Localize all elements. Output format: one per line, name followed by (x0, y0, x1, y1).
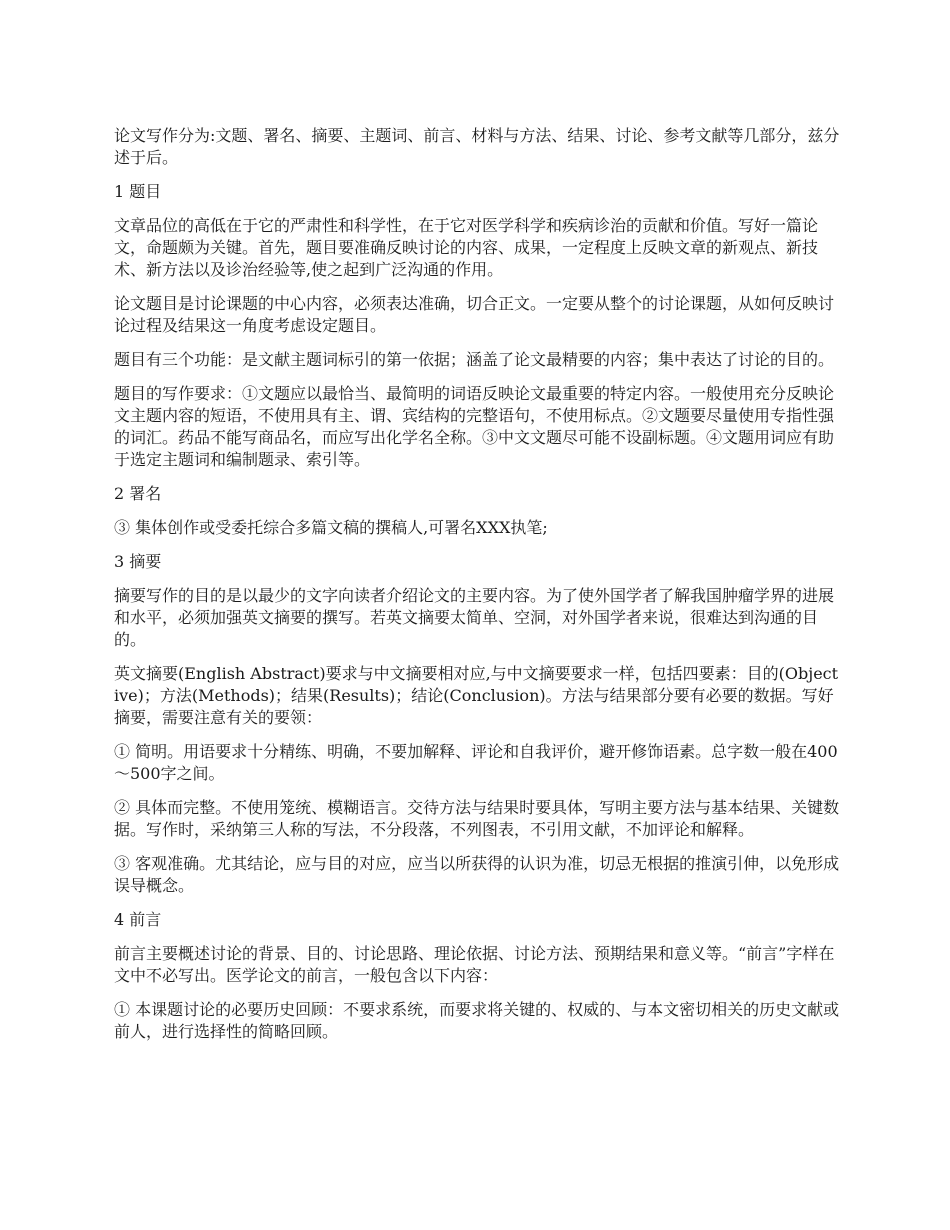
document-body (114, 125, 842, 1055)
section-heading-preface: 4 前言 (114, 910, 162, 929)
section-heading-title: 1 题目 (114, 182, 162, 201)
paragraph: ② 具体而完整。不使用笼统、模糊语言。交待方法与结果时要具体，写明主要方法与基本结果、关键数据。写作时，采纳第三人称的写法，不分段落，不列图表，不引用文献，不加评论和解释。 (114, 798, 840, 839)
section-heading-abstract: 3 摘要 (114, 552, 162, 571)
paragraph: 前言主要概述讨论的背景、目的、讨论思路、理论依据、讨论方法、预期结果和意义等。“前言”字样在文中不必写出。医学论文的前言，一般包含以下内容： (114, 944, 835, 985)
paragraph: 英文摘要(English Abstract)要求与中文摘要相对应,与中文摘要要求一样，包括四要素：目的(Objective)；方法(Methods)；结果(Results)；结论(Conclusion)。方法与结果部分要有必要的数据。写好摘要，需要注意有关的要领： (114, 664, 839, 727)
paragraph: ① 本课题讨论的必要历史回顾：不要求系统，而要求将关键的、权威的、与本文密切相关的历史文献或前人，进行选择性的简略回顾。 (114, 1000, 840, 1041)
paragraph: 题目有三个功能：是文献主题词标引的第一依据；涵盖了论文最精要的内容；集中表达了讨论的目的。 (114, 350, 835, 369)
intro-paragraph: 论文写作分为:文题、署名、摘要、主题词、前言、材料与方法、结果、讨论、参考文献等几部分，兹分述于后。 (114, 126, 840, 167)
paragraph: ① 简明。用语要求十分精练、明确，不要加解释、评论和自我评价，避开修饰语素。总字数一般在400～500字之间。 (114, 742, 838, 783)
paragraph: ③ 客观准确。尤其结论，应与目的对应，应当以所获得的认识为准，切忌无根据的推演引伸，以免形成误导概念。 (114, 854, 840, 895)
paragraph: 论文题目是讨论课题的中心内容，必须表达准确，切合正文。一定要从整个的讨论课题，从如何反映讨论过程及结果这一角度考虑设定题目。 (114, 294, 835, 335)
paragraph: ③ 集体创作或受委托综合多篇文稿的撰稿人,可署名XXX执笔; (114, 518, 548, 537)
paragraph: 文章品位的高低在于它的严肃性和科学性，在于它对医学科学和疾病诊治的贡献和价值。写好一篇论文，命题颇为关键。首先，题目要准确反映讨论的内容、成果，一定程度上反映文章的新观点、新技术、新方法以及诊治经验等,使之起到广泛沟通的作用。 (114, 216, 819, 279)
paragraph: 题目的写作要求：①文题应以最恰当、最简明的词语反映论文最重要的特定内容。一般使用充分反映论文主题内容的短语，不使用具有主、谓、宾结构的完整语句，不使用标点。②文题要尽量使用专指性强的词汇。药品不能写商品名，而应写出化学名全称。③中文文题尽可能不设副标题。④文题用词应有助于选定主题词和编制题录、索引等。 (114, 384, 835, 469)
section-heading-byline: 2 署名 (114, 484, 162, 503)
paragraph: 摘要写作的目的是以最少的文字向读者介绍论文的主要内容。为了使外国学者了解我国肿瘤学界的进展和水平，必须加强英文摘要的撰写。若英文摘要太简单、空洞，对外国学者来说，很难达到沟通的目的。 (114, 586, 835, 649)
